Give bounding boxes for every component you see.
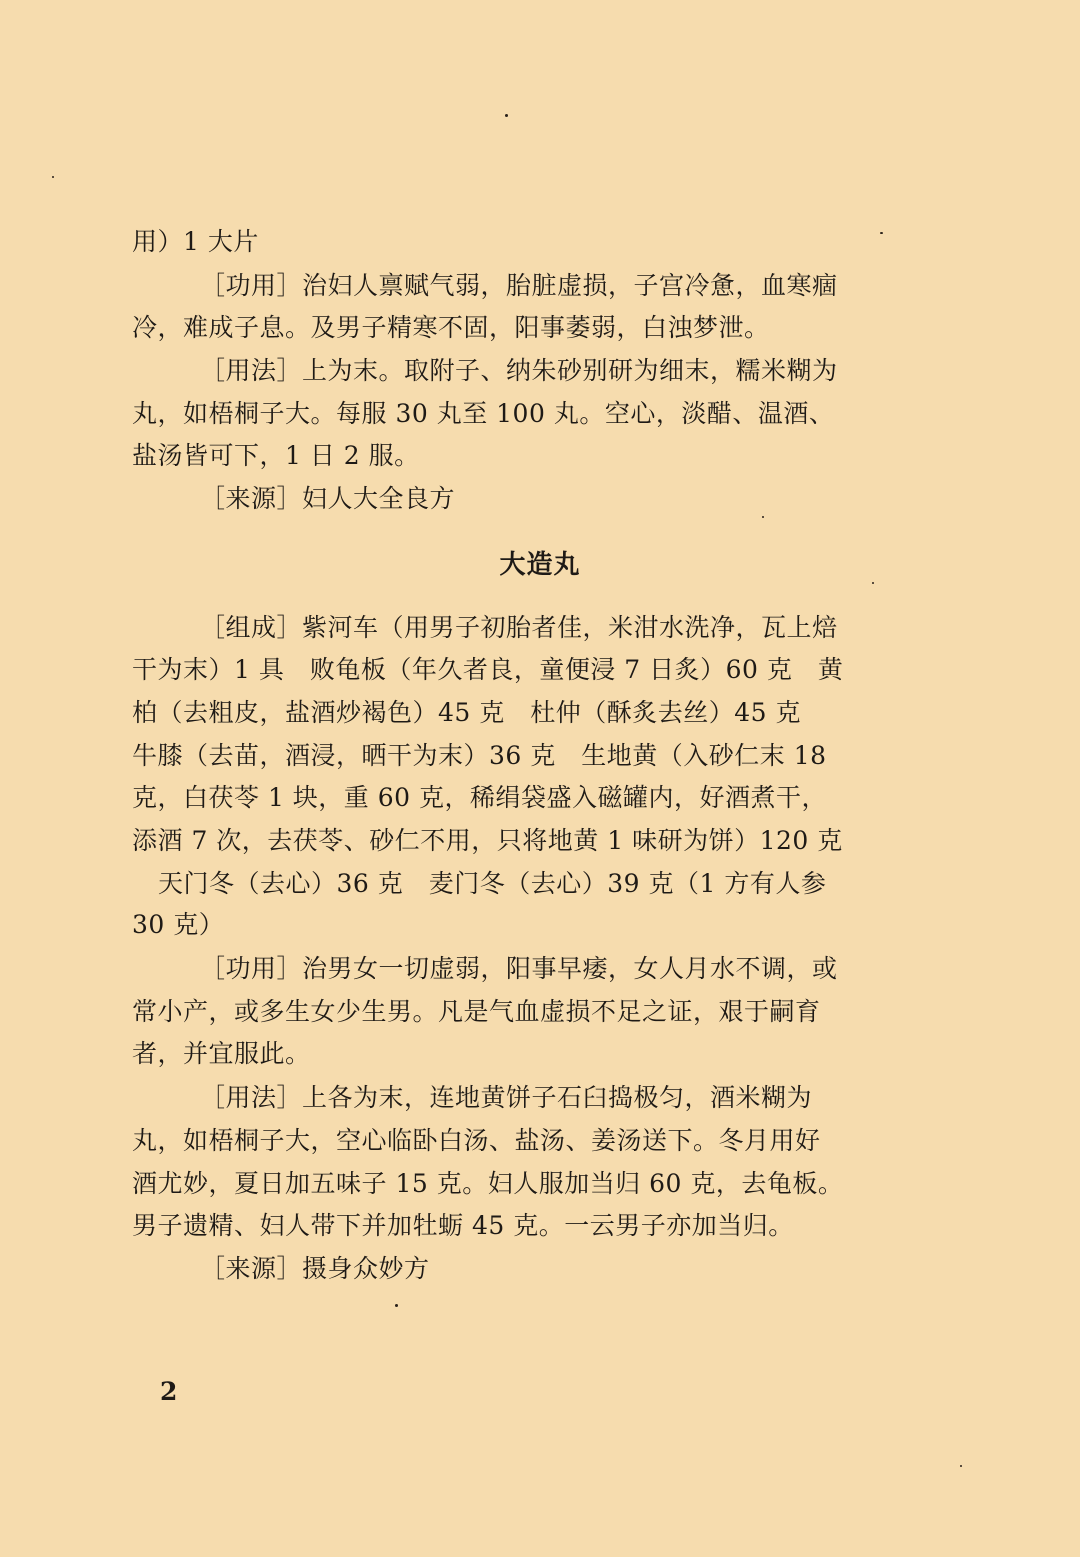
text-line: ［来源］摄身众妙方 xyxy=(200,1254,430,1283)
text-line: 者，并宜服此。 xyxy=(132,1039,311,1068)
text-line: 克，白茯苓 1 块，重 60 克，稀绢袋盛入磁罐内，好酒煮干， xyxy=(132,783,828,812)
text-line: 丸，如梧桐子大。每服 30 丸至 100 丸。空心，淡醋、温酒、 xyxy=(132,399,835,428)
text-line: ［功用］治妇人禀赋气弱，胎脏虚损，子宫冷惫，血寒痼 xyxy=(200,271,838,300)
text-line: 常小产，或多生女少生男。凡是气血虚损不足之证，艰于嗣育 xyxy=(132,997,821,1026)
text-line: 干为末）1 具 败龟板（年久者良，童便浸 7 日炙）60 克 黄 xyxy=(132,655,844,684)
text-line: ［用法］上为末。取附子、纳朱砂别研为细末，糯米糊为 xyxy=(200,356,838,385)
scan-speck xyxy=(872,582,874,584)
page-number: 2 xyxy=(160,1377,178,1406)
scan-speck xyxy=(880,232,883,234)
text-line: 柏（去粗皮，盐酒炒褐色）45 克 杜仲（酥炙去丝）45 克 xyxy=(132,698,802,727)
scan-speck xyxy=(762,516,764,518)
scan-speck xyxy=(52,176,54,178)
scan-speck xyxy=(505,114,508,117)
text-line: 30 克） xyxy=(132,910,225,939)
text-line: 添酒 7 次，去茯苓、砂仁不用，只将地黄 1 味研为饼）120 克 xyxy=(132,826,843,855)
text-line: 盐汤皆可下，1 日 2 服。 xyxy=(132,441,420,470)
scan-speck xyxy=(960,1465,962,1467)
scan-speck xyxy=(395,1304,398,1307)
text-line: 酒尤妙，夏日加五味子 15 克。妇人服加当归 60 克，去龟板。 xyxy=(132,1169,844,1198)
section-title: 大造丸 xyxy=(499,550,581,580)
text-line: 冷，难成子息。及男子精寒不固，阳事萎弱，白浊梦泄。 xyxy=(132,313,770,342)
text-line: 用）1 大片 xyxy=(132,227,259,256)
text-line: ［用法］上各为末，连地黄饼子石臼捣极匀，酒米糊为 xyxy=(200,1083,813,1112)
text-line: 男子遗精、妇人带下并加牡蛎 45 克。一云男子亦加当归。 xyxy=(132,1211,794,1240)
text-line: ［组成］紫河车（用男子初胎者佳，米泔水洗净，瓦上焙 xyxy=(200,613,838,642)
text-line: 天门冬（去心）36 克 麦门冬（去心）39 克（1 方有人参 xyxy=(158,869,827,898)
text-line: 牛膝（去苗，酒浸，晒干为末）36 克 生地黄（入砂仁末 18 xyxy=(132,741,827,770)
text-line: ［来源］妇人大全良方 xyxy=(200,484,456,513)
text-line: 丸，如梧桐子大，空心临卧白汤、盐汤、姜汤送下。冬月用好 xyxy=(132,1126,821,1155)
text-line: ［功用］治男女一切虚弱，阳事早痿，女人月水不调，或 xyxy=(200,954,838,983)
